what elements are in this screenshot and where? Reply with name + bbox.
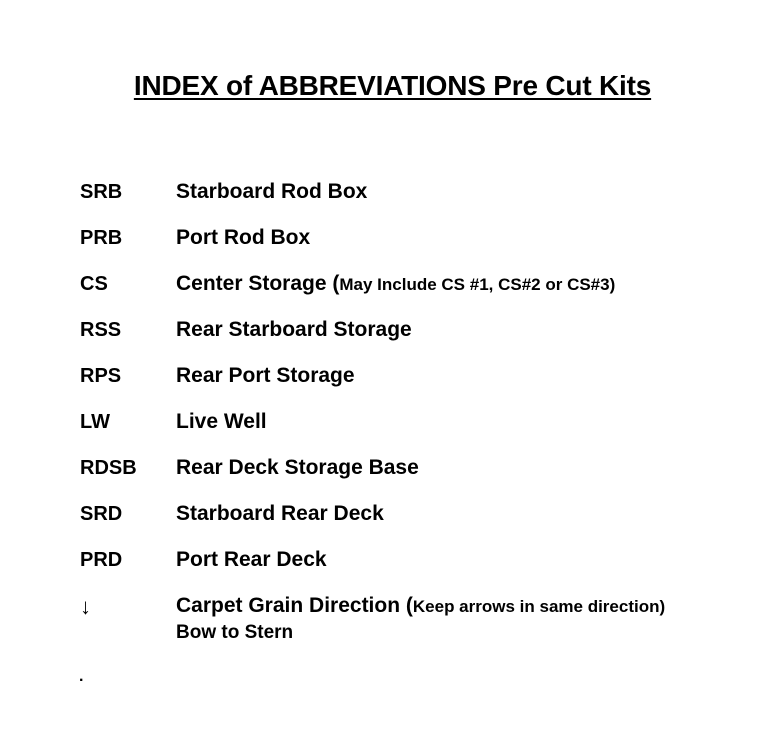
abbreviation: CS xyxy=(80,273,108,295)
abbreviation: SRB xyxy=(80,181,123,203)
list-item xyxy=(80,502,760,548)
list-item xyxy=(80,318,760,364)
list-item xyxy=(80,548,760,594)
list-item xyxy=(80,456,760,502)
open-paren: ( xyxy=(332,272,340,295)
abbreviation-meaning: Rear Starboard Storage xyxy=(176,318,412,341)
abbreviation-note: Keep arrows in same direction) xyxy=(412,597,666,616)
abbreviation-meaning: Port Rear Deck xyxy=(176,548,327,571)
grain-description xyxy=(176,594,665,644)
open-paren: ( xyxy=(405,594,413,617)
grain-subline: Bow to Stern xyxy=(176,622,294,643)
abbreviation-meaning: Port Rod Box xyxy=(176,226,311,249)
abbreviation: SRD xyxy=(80,503,123,525)
abbreviation: RDSB xyxy=(80,457,137,479)
abbreviation: PRD xyxy=(80,549,123,571)
abbreviation-list xyxy=(80,180,760,644)
list-item xyxy=(80,410,760,456)
abbreviation-meaning: Live Well xyxy=(176,410,267,433)
abbreviation: PRB xyxy=(80,227,123,249)
abbreviation: LW xyxy=(80,411,110,433)
trailing-mark: . xyxy=(79,668,84,685)
list-item-grain xyxy=(80,594,760,644)
abbreviation-meaning: Rear Deck Storage Base xyxy=(176,456,419,479)
down-arrow-icon: ↓ xyxy=(80,594,91,619)
abbreviation-meaning: Carpet Grain Direction xyxy=(176,594,406,617)
abbreviation: RPS xyxy=(80,365,122,387)
abbreviation-meaning: Rear Port Storage xyxy=(176,364,355,387)
abbreviation-meaning: Starboard Rear Deck xyxy=(176,502,384,525)
list-item xyxy=(80,226,760,272)
list-item xyxy=(80,364,760,410)
list-item xyxy=(80,272,760,318)
abbreviation-meaning: Starboard Rod Box xyxy=(176,180,368,203)
abbreviation-note: May Include CS #1, CS#2 or CS#3) xyxy=(339,275,616,294)
abbreviation: RSS xyxy=(80,319,122,341)
page-title: INDEX of ABBREVIATIONS Pre Cut Kits xyxy=(133,70,652,101)
abbreviation-meaning: Center Storage xyxy=(176,272,333,295)
abbreviation-meaning-line xyxy=(176,272,615,296)
abbreviation-meaning-line xyxy=(176,594,665,618)
list-item xyxy=(80,180,760,226)
